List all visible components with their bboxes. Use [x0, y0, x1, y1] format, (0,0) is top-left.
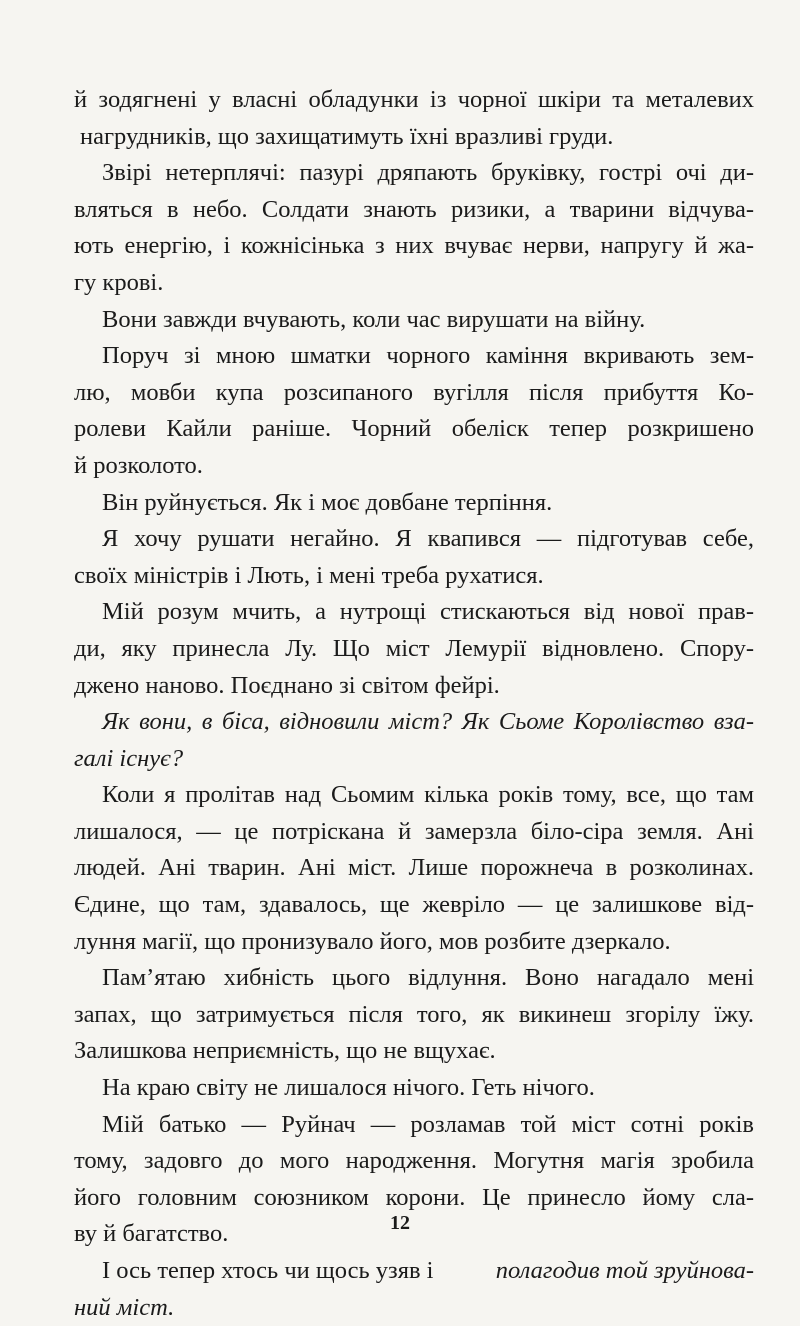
text-line: й зодягнені у власні обладунки із чорної шкіри та металевих — [74, 86, 754, 113]
text-line: луння магії, що пронизувало його, мов розбите дзеркало. — [74, 927, 671, 955]
text-line-regular-part: І ось тепер хтось чи щось узяв і — [102, 1257, 440, 1284]
text-line: Вони завжди вчувають, коли час вирушати на війну. — [102, 305, 646, 333]
text-line: Єдине, що там, здавалось, ще жевріло — це залишкове від- — [74, 891, 754, 919]
text-line: ролеви Кайли раніше. Чорний обеліск тепер розкришено — [74, 415, 754, 443]
text-line: Коли я пролітав над Сьомим кілька років тому, все, що там — [102, 781, 754, 809]
text-line: своїх міністрів і Лють, і мені треба рухатися. — [74, 561, 544, 589]
text-line-italic: ний міст. — [74, 1293, 175, 1321]
text-line: Звірі нетерплячі: пазурі дряпають бруківку, гострі очі ди- — [102, 159, 754, 187]
text-line: лишалося, — це потріскана й замерзла біло-сіра земля. Ані — [74, 817, 754, 845]
text-line: джено наново. Поєднано зі світом фейрі. — [74, 671, 500, 699]
text-line-italic-part: полагодив той зруйнова- — [495, 1257, 754, 1284]
text-line: й розколото. — [74, 451, 203, 479]
text-line: ди, яку принесла Лу. Що міст Лемурії відновлено. Спору- — [74, 634, 754, 662]
text-line: тому, задовго до мого народження. Могутня магія зробила — [74, 1147, 754, 1175]
book-page-text — [74, 82, 754, 1326]
text-line: гу крові. — [74, 268, 164, 296]
page-number: 12 — [390, 1212, 410, 1234]
text-line: вляться в небо. Солдати знають ризики, а тварини відчува- — [74, 195, 754, 223]
text-line: Залишкова неприємність, що не вщухає. — [74, 1037, 496, 1065]
text-line: Він руйнується. Як і моє довбане терпіння. — [102, 488, 553, 516]
text-line: людей. Ані тварин. Ані міст. Лише порожнеча в розколинах. — [74, 854, 754, 882]
text-line: запах, що затримується після того, як викинеш згорілу їжу. — [74, 1000, 754, 1028]
text-line: Я хочу рушати негайно. Я квапився — підготував себе, — [102, 525, 754, 553]
text-line-italic: галі існує? — [74, 744, 184, 772]
text-line: ють енергію, і кожнісінька з них вчуває нерви, напругу й жа- — [74, 232, 754, 260]
text-line: Мій розум мчить, а нутрощі стискаються від нової прав- — [102, 598, 754, 626]
text-line-mixed — [74, 1253, 754, 1290]
text-line: На краю світу не лишалося нічого. Геть нічого. — [102, 1074, 595, 1102]
text-line: його головним союзником корони. Це принесло йому сла- — [74, 1183, 754, 1211]
text-line: Мій батько — Руйнач — розламав той міст сотні років — [102, 1110, 754, 1138]
text-line: Пам’ятаю хибність цього відлуння. Воно нагадало мені — [102, 964, 754, 992]
text-line: лю, мовби купа розсипаного вугілля після прибуття Ко- — [74, 378, 754, 406]
text-line-italic: Як вони, в біса, відновили міст? Як Сьоме Королівство вза- — [102, 708, 754, 736]
text-line: нагрудників, що захищатимуть їхні вразливі груди. — [80, 122, 614, 150]
text-line: ву й багатство. — [74, 1220, 229, 1248]
text-line: Поруч зі мною шматки чорного каміння вкривають зем- — [102, 342, 754, 370]
